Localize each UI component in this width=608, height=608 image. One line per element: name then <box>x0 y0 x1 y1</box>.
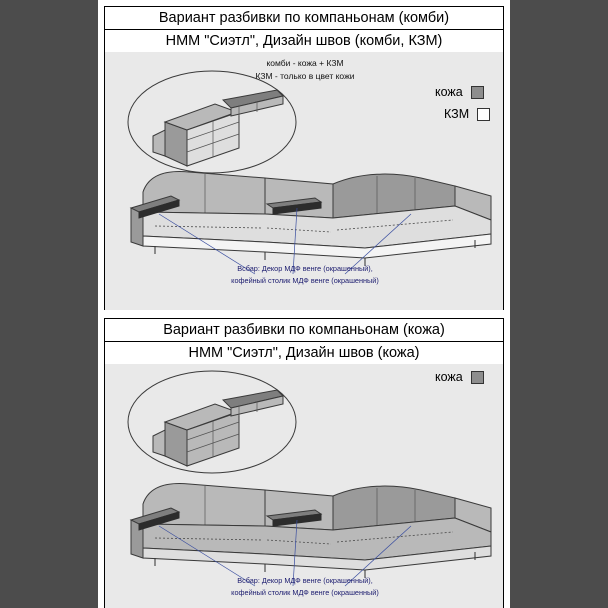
section-1-note-2: КЗМ - только в цвет кожи <box>255 71 355 81</box>
section-1-legend-kozha-swatch <box>471 86 484 99</box>
sofa-drawing-2 <box>115 460 495 590</box>
section-1-callout-line-2: кофейный столик МДФ венге (окрашенный) <box>231 276 379 285</box>
sofa-drawing-1 <box>115 148 495 278</box>
section-1-title: Вариант разбивки по компаньонам (комби) <box>104 6 504 30</box>
section-1-legend-kzm-label: КЗМ <box>444 107 470 121</box>
section-2-subtitle: НММ "Сиэтл", Дизайн швов (кожа) <box>104 341 504 365</box>
section-1-legend-kozha <box>435 85 484 99</box>
section-2-callout-line-2: кофейный столик МДФ венге (окрашенный) <box>231 588 379 597</box>
left-margin-bar <box>0 0 98 608</box>
section-2-callout-line-1: Всбар: Декор МДФ венге (окрашенный), <box>237 576 373 585</box>
section-1-legend-kzm-swatch <box>477 108 490 121</box>
section-2-title: Вариант разбивки по компаньонам (кожа) <box>104 318 504 342</box>
section-1-note-1: комби - кожа + КЗМ <box>266 58 344 68</box>
section-2-legend-kozha-label: кожа <box>435 370 463 384</box>
section-1-subtitle: НММ "Сиэтл", Дизайн швов (комби, КЗМ) <box>104 29 504 53</box>
section-2-illustration-panel <box>104 364 504 608</box>
document-page <box>98 0 510 608</box>
section-2-legend-kozha <box>435 370 484 384</box>
section-1-legend-kozha-label: кожа <box>435 85 463 99</box>
section-1-callout-line-1: Всбар: Декор МДФ венге (окрашенный), <box>237 264 373 273</box>
right-margin-bar <box>510 0 608 608</box>
section-2-legend-kozha-swatch <box>471 371 484 384</box>
section-1-illustration-panel <box>104 52 504 310</box>
section-1-legend-kzm <box>444 107 490 121</box>
